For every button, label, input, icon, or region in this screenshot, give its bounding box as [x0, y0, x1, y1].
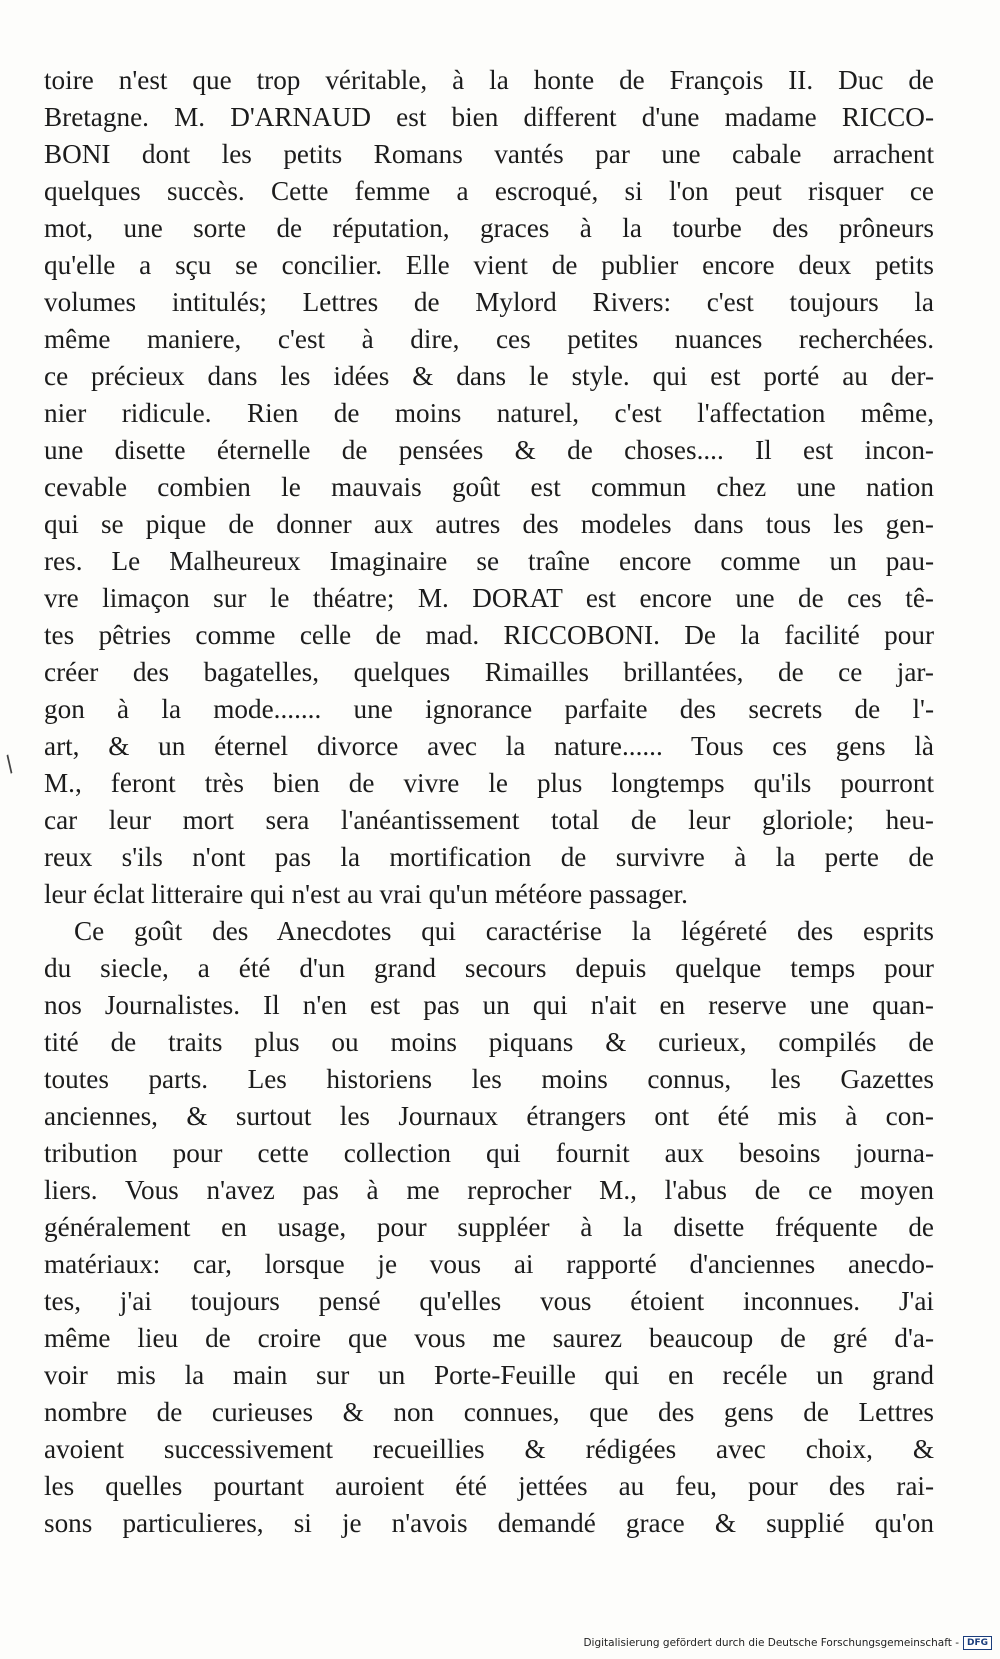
text-line: art, & un éternel divorce avec la nature...... Tous ces gens là	[44, 731, 934, 761]
text-line: matériaux: car, lorsque je vous ai rapporté d'anciennes anecdo-	[44, 1249, 934, 1279]
margin-mark: /	[0, 751, 20, 778]
text-line: qu'elle a sçu se concilier. Elle vient de publier encore deux petits	[44, 250, 934, 280]
text-line: ce précieux dans les idées & dans le style. qui est porté au der-	[44, 361, 934, 391]
text-line: Ce goût des Anecdotes qui caractérise la légéreté des esprits	[74, 916, 934, 946]
digitization-footer	[583, 1635, 992, 1651]
text-line: anciennes, & surtout les Journaux étrangers ont été mis à con-	[44, 1101, 934, 1131]
text-line: créer des bagatelles, quelques Rimailles brillantées, de ce jar-	[44, 657, 934, 687]
text-line: gon à la mode....... une ignorance parfaite des secrets de l'-	[44, 694, 934, 724]
text-line: reux s'ils n'ont pas la mortification de survivre à la perte de	[44, 842, 934, 872]
text-line: les quelles pourtant auroient été jettées au feu, pour des rai-	[44, 1471, 934, 1501]
text-line: du siecle, a été d'un grand secours depuis quelque temps pour	[44, 953, 934, 983]
footer-credit: Digitalisierung gefördert durch die Deutsche Forschungsgemeinschaft -	[583, 1637, 959, 1649]
text-line: BONI dont les petits Romans vantés par une cabale arrachent	[44, 139, 934, 169]
text-line: nombre de curieuses & non connues, que des gens de Lettres	[44, 1397, 934, 1427]
text-line: même lieu de croire que vous me saurez beaucoup de gré d'a-	[44, 1323, 934, 1353]
text-line: Bretagne. M. D'ARNAUD est bien different d'une madame RICCO-	[44, 102, 934, 132]
text-line: avoient successivement recueillies & rédigées avec choix, &	[44, 1434, 934, 1464]
text-line: même maniere, c'est à dire, ces petites nuances recherchées.	[44, 324, 934, 354]
text-line: tes pêtries comme celle de mad. RICCOBONI. De la facilité pour	[44, 620, 934, 650]
text-line: généralement en usage, pour suppléer à la disette fréquente de	[44, 1212, 934, 1242]
text-line: voir mis la main sur un Porte-Feuille qui en recéle un grand	[44, 1360, 934, 1390]
text-line: qui se pique de donner aux autres des modeles dans tous les gen-	[44, 509, 934, 539]
text-line: tité de traits plus ou moins piquans & curieux, compilés de	[44, 1027, 934, 1057]
text-line: tes, j'ai toujours pensé qu'elles vous étoient inconnues. J'ai	[44, 1286, 934, 1316]
text-line: cevable combien le mauvais goût est commun chez une nation	[44, 472, 934, 502]
text-line: toire n'est que trop véritable, à la honte de François II. Duc de	[44, 65, 934, 95]
text-line: vre limaçon sur le théatre; M. DORAT est encore une de ces tê-	[44, 583, 934, 613]
text-line: volumes intitulés; Lettres de Mylord Rivers: c'est toujours la	[44, 287, 934, 317]
text-line: leur éclat litteraire qui n'est au vrai qu'un météore passager.	[44, 879, 688, 909]
text-line: quelques succès. Cette femme a escroqué, si l'on peut risquer ce	[44, 176, 934, 206]
dfg-logo: DFG	[963, 1636, 992, 1650]
body-text	[44, 62, 934, 1542]
text-line: res. Le Malheureux Imaginaire se traîne encore comme un pau-	[44, 546, 934, 576]
text-line: mot, une sorte de réputation, graces à la tourbe des prôneurs	[44, 213, 934, 243]
text-line: nier ridicule. Rien de moins naturel, c'est l'affectation même,	[44, 398, 934, 428]
text-line: M., feront très bien de vivre le plus longtemps qu'ils pourront	[44, 768, 934, 798]
text-line: une disette éternelle de pensées & de choses.... Il est incon-	[44, 435, 934, 465]
text-line: toutes parts. Les historiens les moins connus, les Gazettes	[44, 1064, 934, 1094]
text-line: car leur mort sera l'anéantissement total de leur gloriole; heu-	[44, 805, 934, 835]
text-line: sons particulieres, si je n'avois demandé grace & supplié qu'on	[44, 1508, 934, 1538]
text-line: liers. Vous n'avez pas à me reprocher M., l'abus de ce moyen	[44, 1175, 934, 1205]
text-line: nos Journalistes. Il n'en est pas un qui n'ait en reserve une quan-	[44, 990, 934, 1020]
text-line: tribution pour cette collection qui fournit aux besoins journa-	[44, 1138, 934, 1168]
